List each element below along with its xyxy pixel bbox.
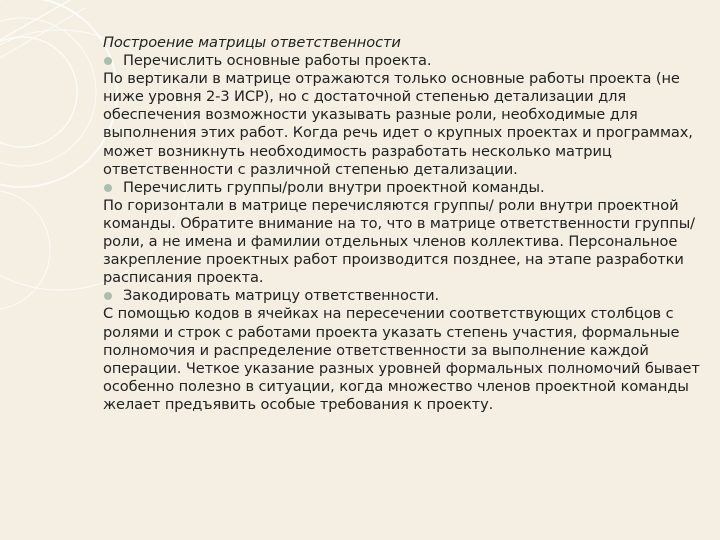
bullet-dot-icon xyxy=(104,184,112,192)
bullet-dot-icon xyxy=(104,57,112,65)
slide-content xyxy=(103,34,703,414)
bullet-dot-icon xyxy=(104,292,112,300)
bullet-text: Закодировать матрицу ответственности. xyxy=(123,287,440,305)
bullet-text: Перечислить основные работы проекта. xyxy=(123,52,432,70)
bullet-item xyxy=(103,52,703,70)
paragraph: По горизонтали в матрице перечисляются группы/ роли внутри проектной команды. Обратите внимание на то, что в матрице ответственности группы/роли, а не имена и фамилии отдельных членов коллектива. Персональное закрепление проектных работ производится позднее, на этапе разработки расписания проекта. xyxy=(103,196,695,287)
bullet-item xyxy=(103,179,703,197)
slide-heading: Построение матрицы ответственности xyxy=(103,34,401,51)
bullet-text: Перечислить группы/роли внутри проектной команды. xyxy=(123,178,545,196)
bullet-item xyxy=(103,287,703,305)
paragraph: С помощью кодов в ячейках на пересечении соответствующих столбцов с ролями и строк с работами проекта указать степень участия, формальные полномочия и распределение ответственности за выполнение каждой операции. Четкое указание разных уровней формальных полномочий бывает особенно полезно в ситуации, когда множество членов проектной команды желает предъявить особые требования к проекту. xyxy=(103,305,700,413)
paragraph: По вертикали в матрице отражаются только основные работы проекта (не ниже уровня 2-3 ИСР), но с достаточной степенью детализации для обеспечения возможности указывать разные роли, необходимые для выполнения этих работ. Когда речь идет о крупных проектах и программах, может возникнуть необходимость разработать несколько матриц ответственности с различной степенью детализации. xyxy=(103,70,693,178)
